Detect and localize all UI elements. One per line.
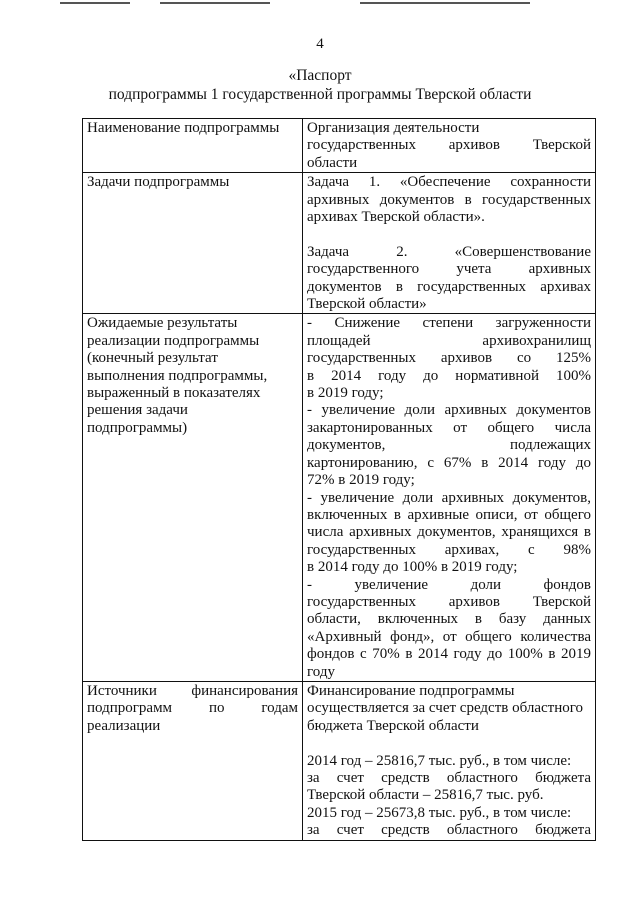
label-line: Задачи подпрограммы — [87, 174, 230, 191]
value-line: Тверской области – 25816,7 тыс. руб. — [307, 787, 544, 804]
value-line: фондов с 70% в 2014 году до 100% в 2019 — [307, 646, 591, 663]
value-line: площадей архивохранилищ — [307, 332, 591, 349]
value-line: за счет средств областного бюджета — [307, 822, 591, 839]
label-line: реализации подпрограммы — [87, 332, 260, 349]
value-line: закартонированных от общего числа — [307, 419, 591, 436]
value-line: - увеличение доли архивных документов — [307, 402, 591, 419]
label-line: Ожидаемые результаты — [87, 315, 238, 332]
value-line: году — [307, 663, 335, 680]
spacer — [307, 226, 591, 243]
label-line: Источники финансирования — [87, 682, 298, 699]
value-line: числа архивных документов, хранящихся в — [307, 524, 591, 541]
passport-table — [82, 118, 596, 841]
value-line: государственных архивов Тверской — [307, 137, 591, 154]
value-line: Задача 1. «Обеспечение сохранности — [307, 174, 591, 191]
value-line: в 2014 году до нормативной 100% — [307, 367, 591, 384]
table-row-results — [83, 314, 596, 682]
value-line: за счет средств областного бюджета — [307, 770, 591, 786]
title-line-2: подпрограммы 1 государственной программы Тверской области — [108, 86, 532, 103]
label-line: решения задачи — [87, 402, 188, 419]
label-line: (конечный результат — [87, 350, 218, 367]
value-line: - увеличение доли фондов — [307, 576, 591, 593]
value-line: Задача 2. «Совершенствование — [307, 243, 591, 260]
value-line: области, включенных в базу данных — [307, 611, 591, 628]
value-cell — [303, 173, 596, 314]
value-line: архивах Тверской области». — [307, 209, 485, 226]
value-line: 72% в 2019 году; — [307, 472, 415, 489]
value-line: государственных архивов со 125% — [307, 350, 591, 367]
value-cell — [303, 314, 596, 682]
title-line-1: «Паспорт — [288, 67, 352, 84]
value-line: государственных архивов Тверской — [307, 593, 591, 610]
table-row-tasks — [83, 173, 596, 314]
value-line: - увеличение доли архивных документов, — [307, 489, 591, 506]
value-line: «Архивный фонд», от общего количества — [307, 628, 591, 645]
value-line: осуществляется за счет средств областного — [307, 700, 584, 717]
value-line: документов в государственных архивах — [307, 278, 591, 295]
value-line: Тверской области» — [307, 296, 427, 313]
label-line: Наименование подпрограммы — [87, 120, 280, 136]
page-number: 4 — [316, 36, 324, 52]
document-title — [0, 66, 640, 104]
top-rule-right — [360, 2, 530, 4]
spacer — [307, 735, 591, 752]
label-line: выполнения подпрограммы, — [87, 367, 268, 384]
value-line: Финансирование подпрограммы — [307, 682, 515, 699]
top-rule-middle — [160, 2, 270, 4]
value-cell — [303, 119, 596, 173]
label-line: выраженный в показателях — [87, 385, 261, 402]
label-cell — [83, 681, 303, 840]
table-row-name — [83, 119, 596, 173]
value-cell — [303, 681, 596, 840]
value-line: в 2014 году до 100% в 2019 году; — [307, 559, 518, 576]
label-cell — [83, 314, 303, 682]
label-cell — [83, 119, 303, 173]
table-row-financing — [83, 681, 596, 840]
value-line: государственных архивах, с 98% — [307, 541, 591, 558]
value-line: включенных в архивные описи, от общего — [307, 506, 591, 523]
value-line: области — [307, 154, 358, 171]
value-line: бюджета Тверской области — [307, 717, 479, 734]
label-line: подпрограмм по годам — [87, 700, 298, 717]
value-line: в 2019 году; — [307, 385, 384, 402]
label-line: реализации — [87, 717, 161, 734]
value-line: - Снижение степени загруженности — [307, 315, 591, 332]
value-line: 2015 год – 25673,8 тыс. руб., в том числе: — [307, 804, 572, 821]
value-line: 2014 год – 25816,7 тыс. руб., в том числе: — [307, 752, 572, 769]
value-line: Организация деятельности — [307, 120, 480, 136]
top-rule-left — [60, 2, 130, 4]
label-cell — [83, 173, 303, 314]
label-line: подпрограммы) — [87, 419, 188, 436]
value-line: картонированию, с 67% в 2014 году до — [307, 454, 591, 471]
value-line: архивных документов в государственных — [307, 191, 591, 208]
value-line: документов, подлежащих — [307, 437, 591, 454]
value-line: государственного учета архивных — [307, 261, 591, 278]
